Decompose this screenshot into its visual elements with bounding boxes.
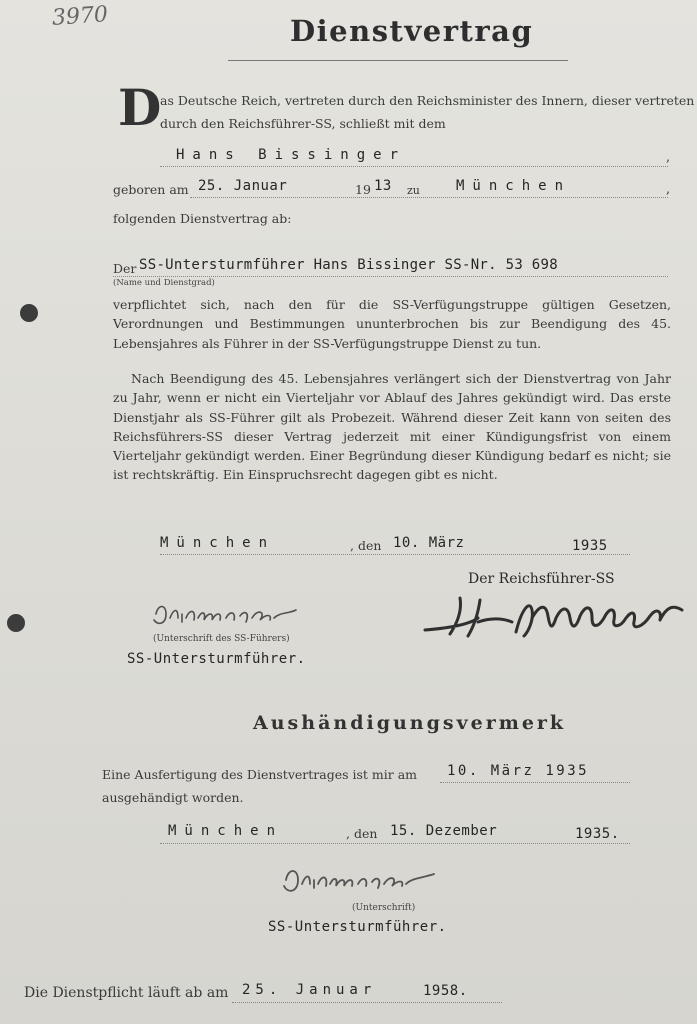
handover-den: , den bbox=[346, 826, 378, 841]
holder-signature-caption: (Unterschrift des SS-Führers) bbox=[153, 634, 290, 644]
holder-signature-1 bbox=[148, 600, 308, 634]
rank-line-rule bbox=[113, 276, 668, 277]
punch-hole-top bbox=[20, 304, 38, 322]
handover-line-1: Eine Ausfertigung des Dienstvertrages ist mir am bbox=[102, 767, 418, 782]
handover-place: München bbox=[168, 823, 284, 839]
rank-line-prefix: Der bbox=[113, 261, 137, 276]
archive-number: 3970 bbox=[51, 2, 109, 31]
handover-place-line bbox=[160, 843, 630, 844]
expiry-text: Die Dienstpflicht läuft ab am bbox=[24, 985, 229, 1001]
body-paragraph-1: verpflichtet sich, nach den für die SS-Verfügungstruppe gültigen Gesetzen, Verordnungen und Bestimmungen ununterbrochen bis zur Beendigung des 45. Lebensjahres als Führer in der SS-Verfügungstruppe Dienst zu tun. bbox=[113, 297, 671, 351]
decorative-initial: D bbox=[118, 78, 162, 137]
signing-place: München bbox=[160, 535, 276, 551]
body-paragraph-2: Nach Beendigung des 45. Lebensjahres verlängert sich der Dienstvertrag von Jahr zu Jahr, wenn er nicht ein Vierteljahr vor Ablauf des Jahres gekündigt wird. Das erste Dienstjahr als SS-Führer gilt als Probezeit. Während dieser Zeit kann von seiten des Reichsführers-SS dieser Vertrag jederzeit mit einer Kündigungsfrist von einem Vierteljahr gekündigt werden. Einer Begründung dieser Kündigung bedarf es nicht; sie ist rechtskräftig. Ein Einspruchsrecht dagegen gibt es nicht. bbox=[113, 371, 671, 483]
handover-date-2: 15. Dezember bbox=[390, 823, 498, 839]
birth-place-prefix: zu bbox=[407, 184, 420, 197]
holder-signature-2 bbox=[278, 864, 448, 902]
signing-line bbox=[160, 554, 630, 555]
birth-line bbox=[190, 197, 668, 198]
signing-den: , den bbox=[350, 538, 382, 553]
handover-date: 10. März 1935 bbox=[447, 763, 590, 779]
birth-date: 25. Januar bbox=[198, 178, 288, 194]
rank-line-typed: SS-Untersturmführer Hans Bissinger SS-Nr. 53 698 bbox=[139, 257, 558, 273]
handover-year: 1935. bbox=[575, 826, 620, 842]
reichsfuehrer-signature bbox=[420, 588, 690, 652]
birth-year-prefix: 19 bbox=[355, 182, 371, 197]
punch-hole-bottom bbox=[7, 614, 25, 632]
intro-line-2: durch den Reichsführer-SS, schließt mit dem bbox=[160, 116, 446, 131]
name-line bbox=[160, 166, 668, 167]
signing-date: 10. März bbox=[393, 535, 465, 551]
expiry-date: 25. Januar bbox=[242, 982, 377, 998]
person-name: Hans Bissinger bbox=[176, 147, 407, 163]
contract-intro: folgenden Dienstvertrag ab: bbox=[113, 211, 292, 226]
handover-rank: SS-Untersturmführer. bbox=[268, 919, 447, 935]
birth-place: München bbox=[456, 178, 572, 194]
document-title: Dienstvertrag bbox=[290, 14, 534, 48]
birth-year-suffix: 13 bbox=[374, 178, 392, 194]
handover-signature-caption: (Unterschrift) bbox=[352, 903, 416, 913]
rank-line-caption: (Name und Dienstgrad) bbox=[113, 278, 215, 288]
title-underline bbox=[228, 60, 568, 61]
expiry-year: 1958. bbox=[423, 983, 468, 999]
reichsfuehrer-label: Der Reichsführer-SS bbox=[468, 571, 615, 587]
handover-date-line bbox=[440, 782, 630, 783]
signing-year: 1935 bbox=[572, 538, 608, 554]
intro-line-1: as Deutsche Reich, vertreten durch den Reichsminister des Innern, dieser vertreten bbox=[160, 93, 695, 108]
handover-title: Aushändigungsvermerk bbox=[253, 712, 567, 734]
birth-comma: , bbox=[666, 182, 671, 197]
birth-prefix: geboren am bbox=[113, 182, 189, 197]
handover-line-2: ausgehändigt worden. bbox=[102, 790, 244, 805]
expiry-line bbox=[232, 1002, 502, 1003]
name-comma: , bbox=[666, 150, 671, 165]
signer-rank: SS-Untersturmführer. bbox=[127, 651, 306, 667]
